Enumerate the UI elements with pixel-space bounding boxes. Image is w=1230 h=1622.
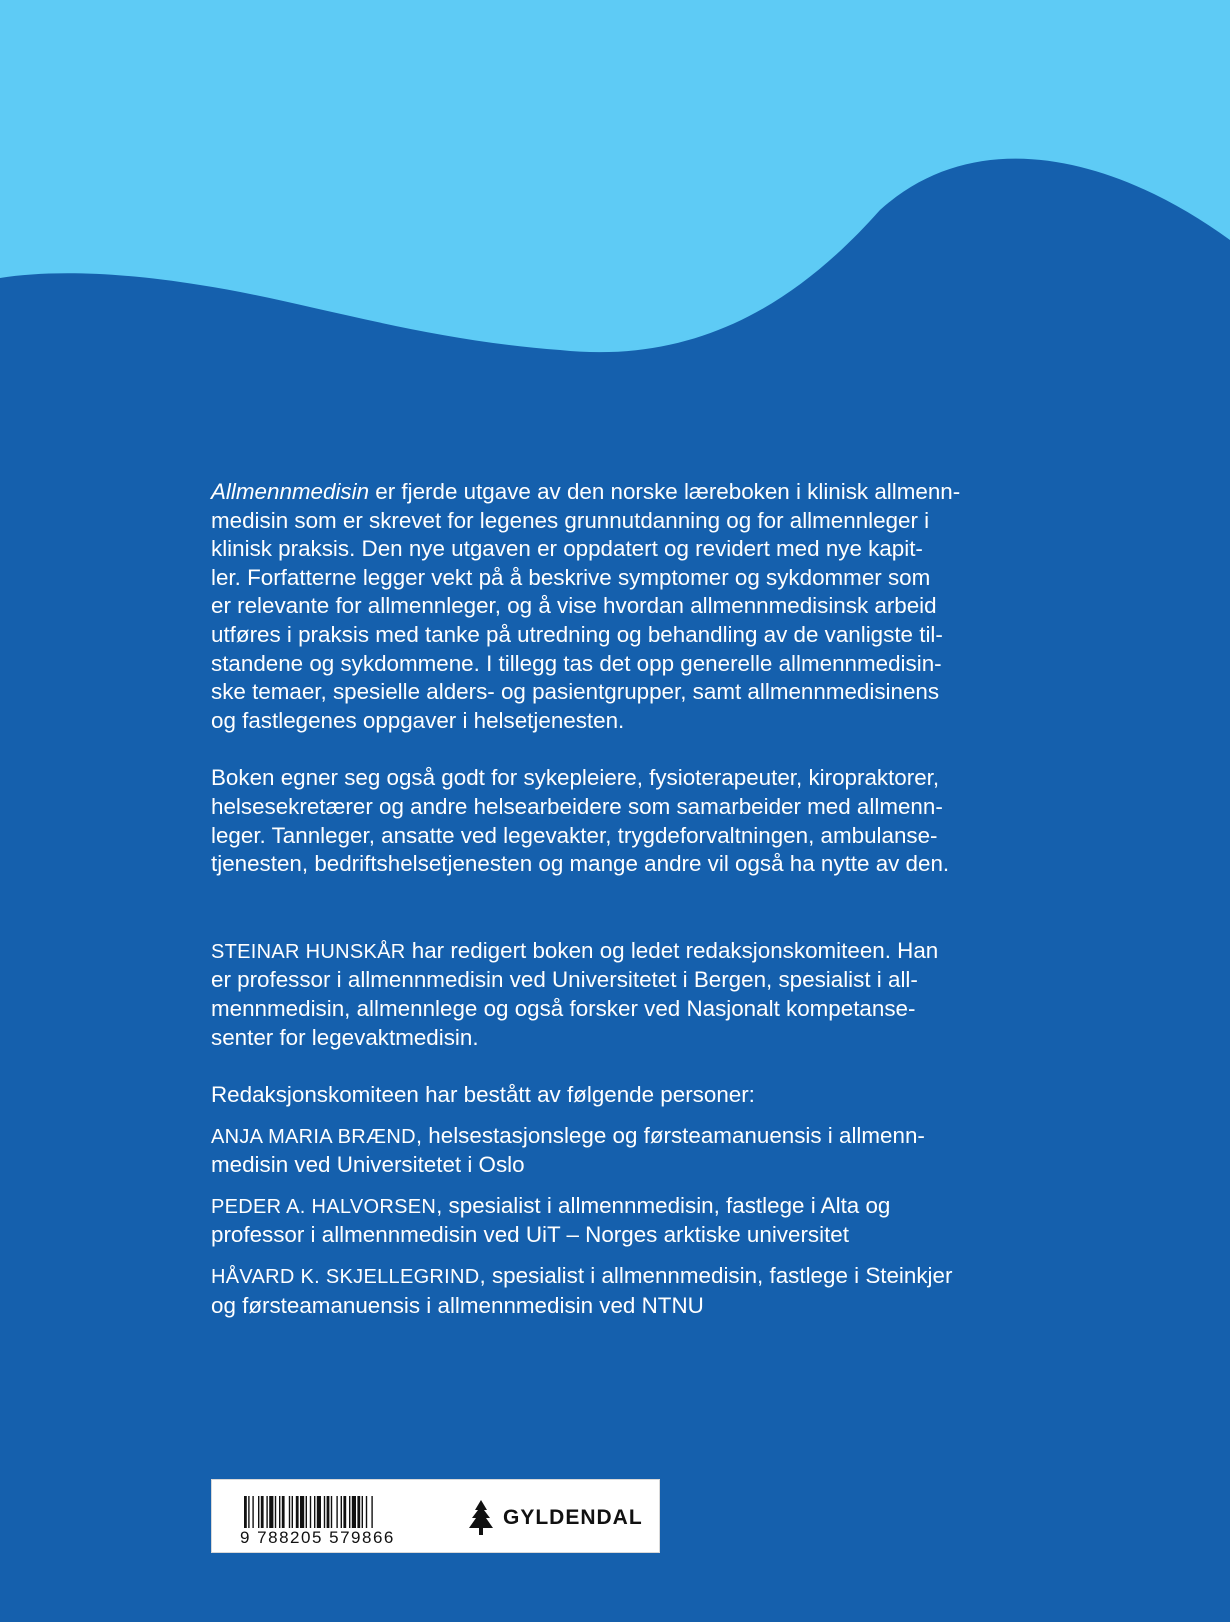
barcode-bar [310, 1496, 311, 1528]
committee-intro: Redaksjonskomiteen har bestått av følgende personer: [211, 1082, 755, 1108]
editor-line: mennmedisin, allmennlege og også forsker ved Nasjonalt kompetanse- [211, 995, 916, 1021]
barcode-bar [300, 1496, 304, 1528]
wave-background [0, 0, 1230, 360]
description-line: ler. Forfatterne legger vekt på å beskrive symptomer og sykdommer som [211, 564, 931, 590]
description-line: klinisk praksis. Den nye utgaven er oppdatert og revidert med nye kapit- [211, 536, 923, 562]
barcode-bar [362, 1496, 363, 1528]
member-name: PEDER A. HALVORSEN [211, 1195, 437, 1218]
barcode-bar [343, 1496, 346, 1528]
barcode-bar [248, 1496, 249, 1528]
barcode-bar [371, 1496, 372, 1528]
publisher-name: GYLDENDAL [503, 1506, 643, 1529]
barcode-bar [275, 1496, 276, 1528]
barcode-bar [314, 1496, 315, 1528]
back-cover-text [211, 478, 1011, 1320]
committee-member: HÅVARD K. SKJELLEGRIND, spesialist i allmennmedisin, fastlege i Steinkjer og førsteamanuensis i allmennmedisin ved NTNU [211, 1263, 953, 1318]
audience-line: leger. Tannleger, ansatte ved legevakter, trygdeforvaltningen, ambulanse- [211, 822, 938, 848]
barcode-bar [282, 1496, 285, 1528]
description-line: medisin som er skrevet for legenes grunnutdanning og for allmennleger i [211, 507, 930, 533]
barcode [236, 1496, 416, 1528]
barcode-bar [327, 1496, 330, 1528]
barcode-bar [244, 1496, 247, 1528]
barcode-bar [289, 1496, 290, 1528]
barcode-bar [292, 1496, 293, 1528]
barcode-bar [306, 1496, 307, 1528]
wave-shape [0, 0, 1230, 352]
description-paragraph [211, 478, 1011, 735]
barcode-bar [349, 1496, 350, 1528]
description-line: standene og sykdommene. I tillegg tas det opp generelle allmennmedisin- [211, 650, 942, 676]
description-line: utføres i praksis med tanke på utredning og behandling av de vanligste til- [211, 621, 943, 647]
barcode-bar [352, 1496, 356, 1528]
audience-line: Boken egner seg også godt for sykepleiere, fysioterapeuter, kiropraktorer, [211, 765, 940, 791]
description-line: og fastlegenes oppgaver i helsetjenesten. [211, 707, 625, 733]
committee-member: PEDER A. HALVORSEN, spesialist i allmennmedisin, fastlege i Alta og professor i allmennmedisin ved UiT – Norges arktiske universitet [211, 1192, 891, 1248]
barcode-bar [366, 1496, 367, 1528]
editor-line: er professor i allmennmedisin ved Universitetet i Bergen, spesialist i all- [211, 967, 918, 993]
member-name: HÅVARD K. SKJELLEGRIND [211, 1266, 480, 1289]
barcode-bar [336, 1496, 337, 1528]
editor-line: senter for legevaktmedisin. [211, 1024, 479, 1050]
barcode-bar [341, 1496, 342, 1528]
barcode-bar [357, 1496, 360, 1528]
barcode-bar [258, 1496, 259, 1528]
editor-line-1: STEINAR HUNSKÅR har redigert boken og ledet redaksjonskomiteen. Han [211, 937, 939, 963]
barcode-bar [331, 1496, 332, 1528]
editor-name: STEINAR HUNSKÅR [211, 940, 406, 963]
tree-icon [465, 1498, 497, 1538]
description-line: er relevante for allmennleger, og å vise hvordan allmennmedisinsk arbeid [211, 593, 937, 619]
audience-paragraph [211, 764, 1011, 878]
member-name: ANJA MARIA BRÆND [211, 1125, 416, 1148]
description-line-1: Allmennmedisin er fjerde utgave av den norske læreboken i klinisk allmenn- [211, 479, 961, 504]
publisher-logo [465, 1498, 643, 1538]
barcode-panel [211, 1479, 660, 1553]
barcode-bar [317, 1496, 321, 1528]
editor-paragraph [211, 937, 1011, 1052]
barcode-bar [252, 1496, 253, 1528]
audience-line: tjenesten, bedriftshelsetjenesten og mange andre vil også ha nytte av den. [211, 851, 950, 877]
barcode-bar [266, 1496, 267, 1528]
barcode-bar [261, 1496, 264, 1528]
book-title-italic: Allmennmedisin [211, 479, 370, 504]
description-line: ske temaer, spesielle alders- og pasientgrupper, samt allmennmedisinens [211, 679, 940, 705]
audience-line: helsesekretærer og andre helsearbeidere som samarbeider med allmenn- [211, 793, 943, 819]
barcode-bar [269, 1496, 273, 1528]
isbn-number: 9 788205 579866 [240, 1528, 395, 1547]
barcode-bar [324, 1496, 325, 1528]
barcode-bar [279, 1496, 280, 1528]
barcode-bar [296, 1496, 299, 1528]
committee-member: ANJA MARIA BRÆND, helsestasjonslege og førsteamanuensis i allmenn- medisin ved Universitetet i Oslo [211, 1122, 925, 1178]
